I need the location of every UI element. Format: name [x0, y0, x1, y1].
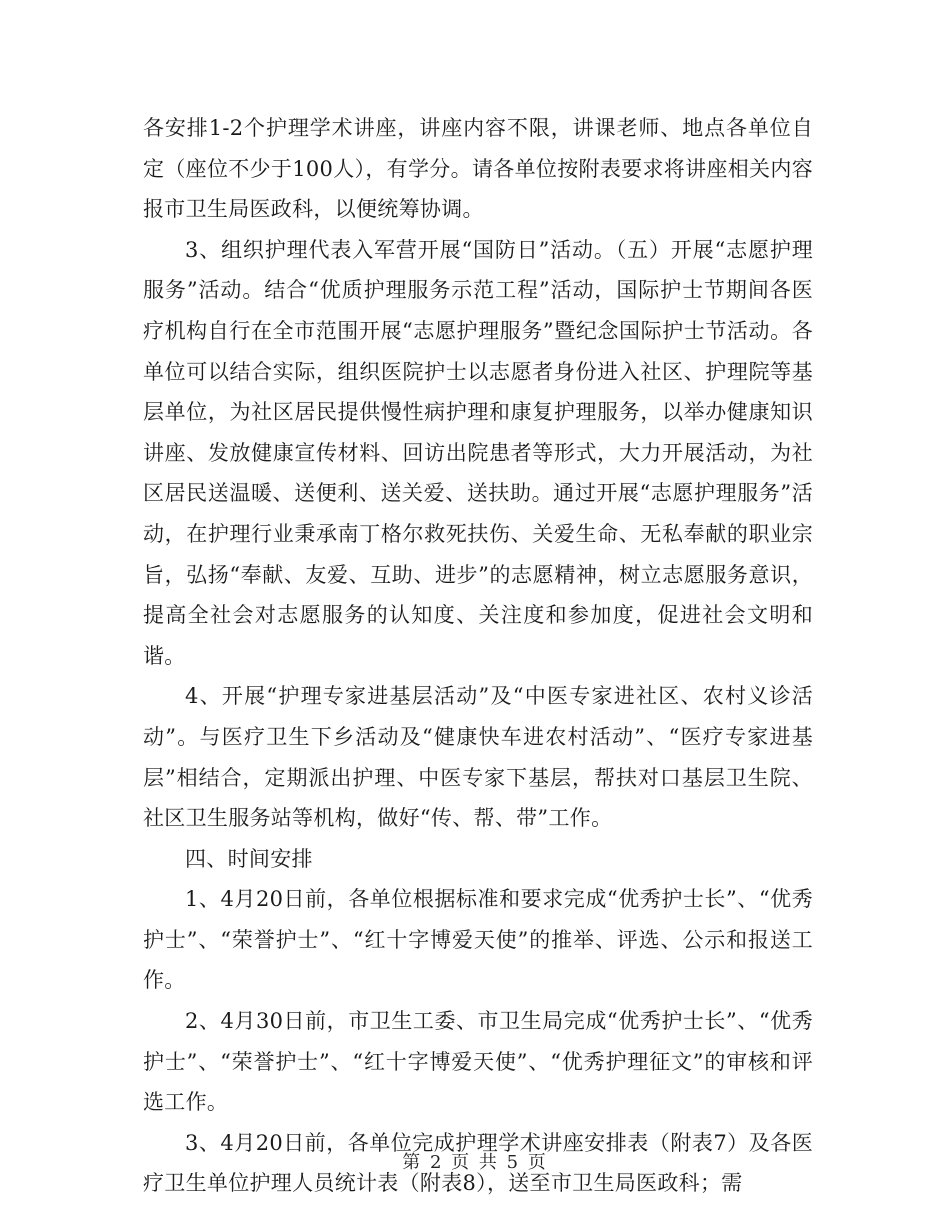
paragraph-schedule-2: 2、4月30日前，市卫生工委、市卫生局完成“优秀护士长”、“优秀护士”、“荣誉护士”、“红十字博爱天使”、“优秀护理征文”的审核和评选工作。 [143, 1009, 813, 1115]
paragraph-schedule-1: 1、4月20日前，各单位根据标准和要求完成“优秀护士长”、“优秀护士”、“荣誉护士”、“红十字博爱天使”的推举、评选、公示和报送工作。 [143, 887, 813, 993]
paragraph-item-4-experts: 4、开展“护理专家进基层活动”及“中医专家进社区、农村义诊活动”。与医疗卫生下乡活动及“健康快车进农村活动”、“医疗专家进基层”相结合，定期派出护理、中医专家下基层，帮扶对口基层卫生院、社区卫生服务站等机构，做好“传、帮、带”工作。 [143, 684, 813, 831]
paragraph-continuation: 各安排1-2个护理学术讲座，讲座内容不限，讲课老师、地点各单位自定（座位不少于100人），有学分。请各单位按附表要求将讲座相关内容报市卫生局医政科，以便统筹协调。 [143, 116, 813, 222]
document-body [143, 108, 813, 1204]
paragraph-item-3-volunteer: 3、组织护理代表入军营开展“国防日”活动。（五）开展“志愿护理服务”活动。结合“优质护理服务示范工程”活动，国际护士节期间各医疗机构自行在全市范围开展“志愿护理服务”暨纪念国际护士节活动。各单位可以结合实际，组织医院护士以志愿者身份进入社区、护理院等基层单位，为社区居民提供慢性病护理和康复护理服务，以举办健康知识讲座、发放健康宣传材料、回访出院患者等形式，大力开展活动，为社区居民送温暖、送便利、送关爱、送扶助。通过开展“志愿护理服务”活动，在护理行业秉承南丁格尔救死扶伤、关爱生命、无私奉献的职业宗旨，弘扬“奉献、友爱、互助、进步”的志愿精神，树立志愿服务意识，提高全社会对志愿服务的认知度、关注度和参加度，促进社会文明和谐。 [143, 237, 813, 668]
page-footer: 第 2 页 共 5 页 [402, 1152, 548, 1173]
section-heading-schedule: 四、时间安排 [185, 846, 313, 871]
paragraph-schedule-3: 3、4月20日前，各单位完成护理学术讲座安排表（附表7）及各医疗卫生单位护理人员统计表（附表8），送至市卫生局医政科；需 [143, 1130, 813, 1196]
